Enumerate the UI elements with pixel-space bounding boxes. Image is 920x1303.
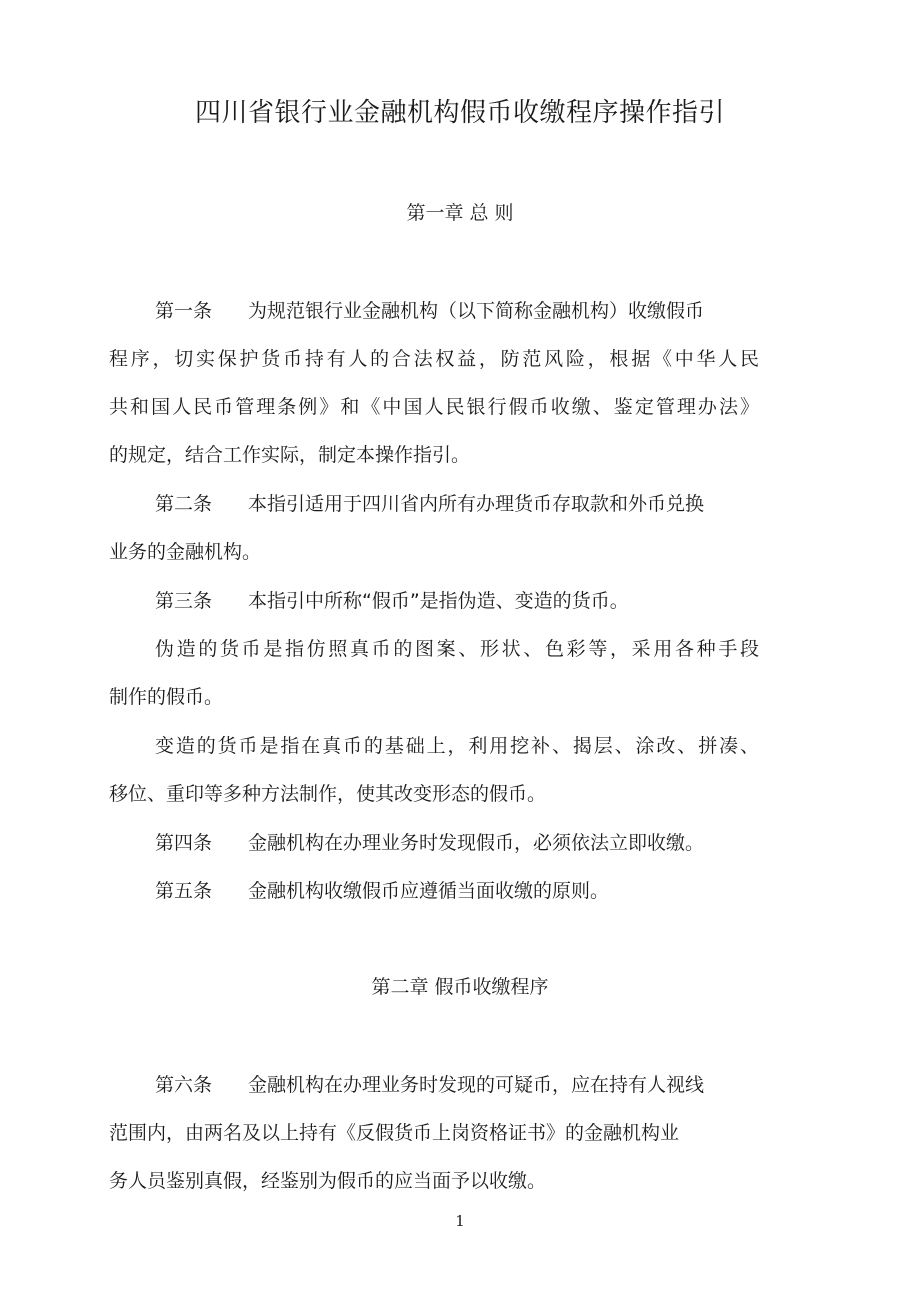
article-1-line-2: 程序，切实保护货币持有人的合法权益，防范风险，根据《中华人民 <box>109 348 759 370</box>
page-number: 1 <box>455 1212 465 1230</box>
article-6-label: 第六条 <box>155 1074 213 1096</box>
altered-definition-line-1: 变造的货币是指在真币的基础上，利用挖补、揭层、涂改、拼凑、 <box>155 735 759 757</box>
article-3-text: 本指引中所称“假币”是指伪造、变造的货币。 <box>248 590 629 612</box>
article-2-text: 本指引适用于四川省内所有办理货币存取款和外币兑换 <box>248 493 705 515</box>
forged-definition-line-2: 制作的假币。 <box>109 686 224 708</box>
article-1-line-3: 共和国人民币管理条例》和《中国人民银行假币收缴、鉴定管理办法》 <box>109 396 759 418</box>
article-2-label: 第二条 <box>155 493 213 515</box>
article-4-line <box>155 828 704 855</box>
article-4-text: 金融机构在办理业务时发现假币，必须依法立即收缴。 <box>248 832 705 854</box>
article-1-line-4: 的规定，结合工作实际，制定本操作指引。 <box>109 444 471 466</box>
article-6-first-line <box>155 1070 704 1097</box>
article-1-label: 第一条 <box>155 300 213 322</box>
article-2-line-2: 业务的金融机构。 <box>109 541 262 563</box>
chapter-2-heading: 第二章 假币收缴程序 <box>371 976 549 998</box>
article-3-first-line <box>155 586 629 613</box>
article-6-line-2: 范围内，由两名及以上持有《反假货币上岗资格证书》的金融机构业 <box>109 1122 680 1144</box>
article-6-line-3: 务人员鉴别真假，经鉴别为假币的应当面予以收缴。 <box>109 1170 547 1192</box>
document-title: 四川省银行业金融机构假币收缴程序操作指引 <box>194 98 725 128</box>
forged-definition-line-1: 伪造的货币是指仿照真币的图案、形状、色彩等，采用各种手段 <box>155 638 759 660</box>
altered-definition-line-2: 移位、重印等多种方法制作，使其改变形态的假币。 <box>109 783 547 805</box>
article-5-line <box>155 876 609 903</box>
chapter-1-heading: 第一章 总 则 <box>406 202 514 224</box>
article-2-first-line <box>155 489 704 516</box>
article-5-label: 第五条 <box>155 880 213 902</box>
article-3-label: 第三条 <box>155 590 213 612</box>
article-1-first-line <box>155 296 704 323</box>
article-6-text: 金融机构在办理业务时发现的可疑币，应在持有人视线 <box>248 1074 705 1096</box>
article-5-text: 金融机构收缴假币应遵循当面收缴的原则。 <box>248 880 610 902</box>
article-1-text: 为规范银行业金融机构（以下简称金融机构）收缴假币 <box>248 300 705 322</box>
article-4-label: 第四条 <box>155 832 213 854</box>
